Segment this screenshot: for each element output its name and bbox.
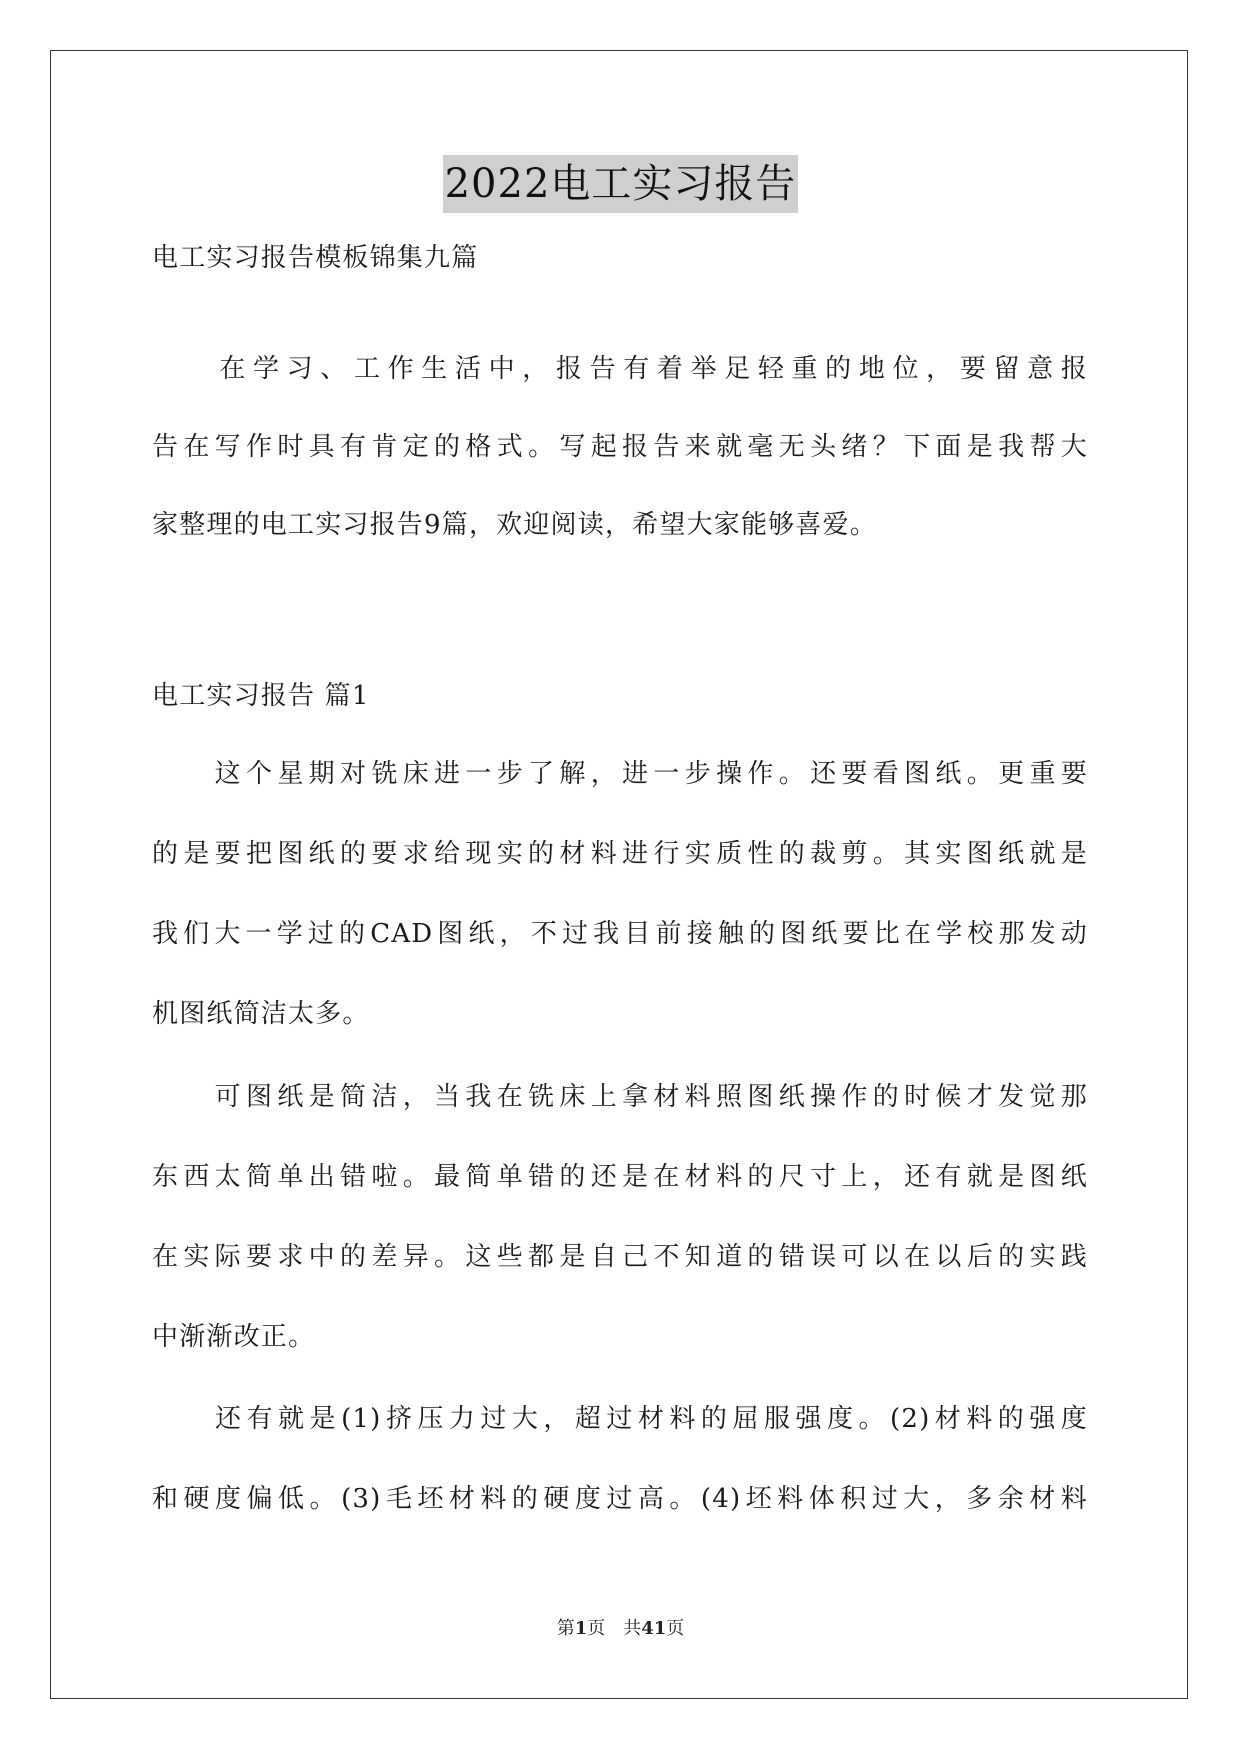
title-container — [0, 155, 1241, 213]
footer-page-prefix: 第 — [556, 1618, 575, 1639]
paragraph2-line-4: 中渐渐改正。 — [152, 1322, 316, 1352]
intro-line-3: 家整理的电工实习报告9篇，欢迎阅读，希望大家能够喜爱。 — [152, 510, 877, 540]
footer-page-mid: 页 共 — [587, 1618, 642, 1639]
page-border — [50, 50, 1188, 1699]
document-title: 2022电工实习报告 — [443, 155, 799, 213]
document-subtitle: 电工实习报告模板锦集九篇 — [152, 243, 479, 273]
paragraph2-line-1: 可图纸是简洁，当我在铣床上拿材料照图纸操作的时候才发觉那 — [152, 1082, 1088, 1112]
intro-line-1: 在学习、工作生活中，报告有着举足轻重的地位，要留意报 — [152, 354, 1088, 384]
intro-line-2: 告在写作时具有肯定的格式。写起报告来就毫无头绪？下面是我帮大 — [152, 432, 1088, 462]
footer-page-suffix: 页 — [666, 1618, 685, 1639]
paragraph2-line-3: 在实际要求中的差异。这些都是自己不知道的错误可以在以后的实践 — [152, 1242, 1088, 1272]
paragraph1-line-2: 的是要把图纸的要求给现实的材料进行实质性的裁剪。其实图纸就是 — [152, 839, 1088, 869]
footer-page-number: 1 — [574, 1618, 588, 1639]
paragraph2-line-2: 东西太简单出错啦。最简单错的还是在材料的尺寸上，还有就是图纸 — [152, 1162, 1088, 1192]
page-footer — [0, 1617, 1241, 1641]
section-heading: 电工实习报告 篇1 — [152, 681, 370, 711]
paragraph3-line-2: 和硬度偏低。(3)毛坯材料的硬度过高。(4)坯料体积过大，多余材料 — [152, 1484, 1088, 1514]
paragraph1-line-4: 机图纸简洁太多。 — [152, 999, 370, 1029]
paragraph1-line-1: 这个星期对铣床进一步了解，进一步操作。还要看图纸。更重要 — [152, 759, 1088, 789]
paragraph3-line-1: 还有就是(1)挤压力过大，超过材料的屈服强度。(2)材料的强度 — [152, 1404, 1088, 1434]
paragraph1-line-3: 我们大一学过的CAD图纸，不过我目前接触的图纸要比在学校那发动 — [152, 919, 1088, 949]
footer-page-total: 41 — [641, 1618, 667, 1639]
